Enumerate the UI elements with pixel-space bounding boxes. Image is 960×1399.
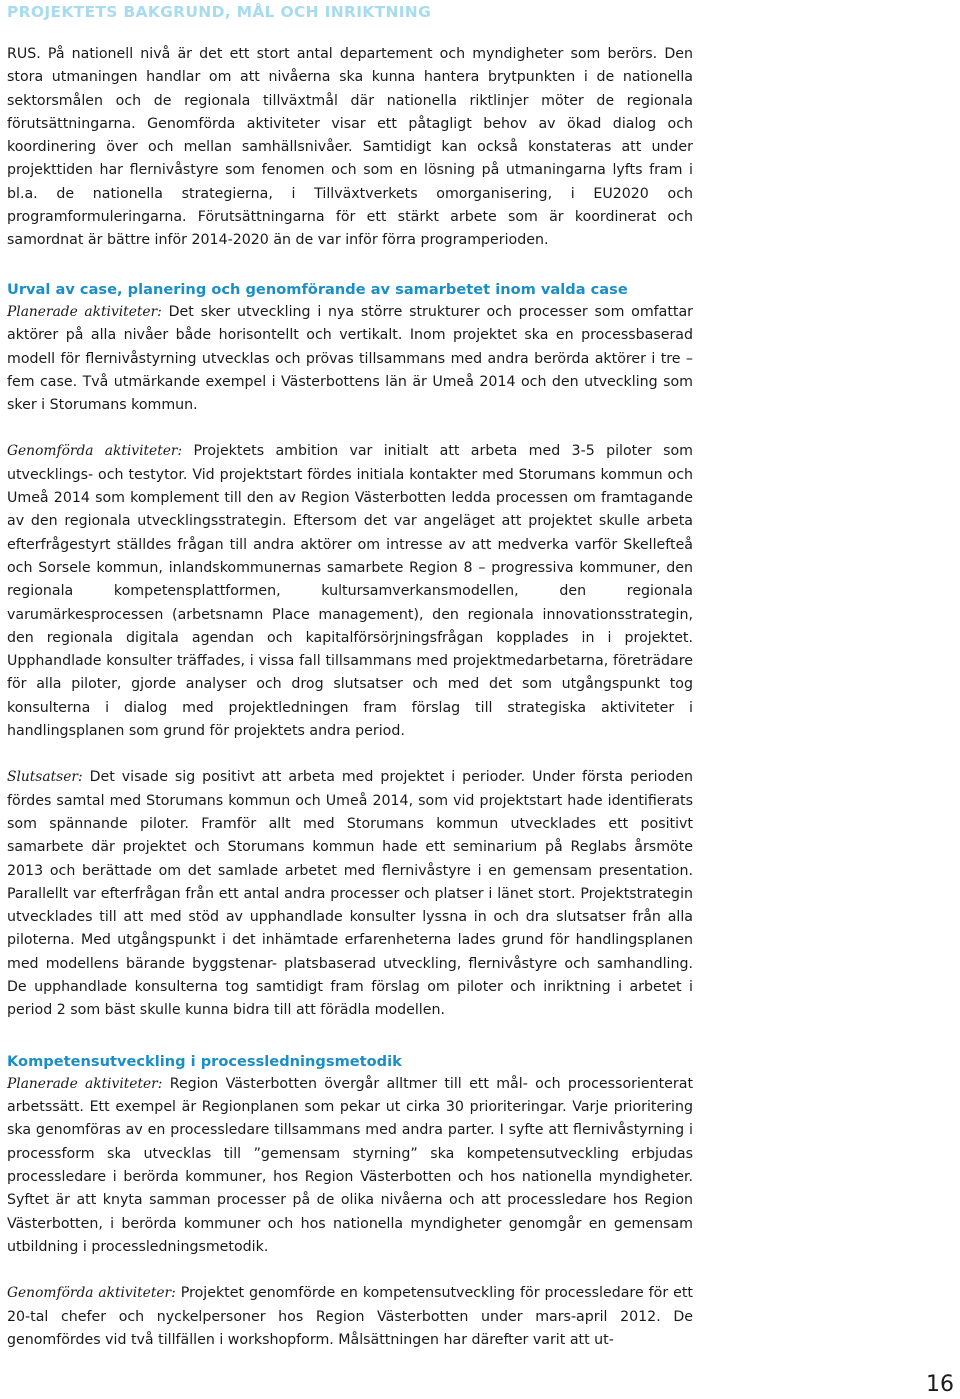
paragraph-completed-activities-2 bbox=[7, 1282, 693, 1352]
paragraph-planned-activities-2 bbox=[7, 1073, 693, 1259]
paragraph-lead: Genomförda aktiviteter: bbox=[7, 1285, 176, 1302]
page-content bbox=[7, 0, 693, 1352]
paragraph-planned-activities bbox=[7, 301, 693, 417]
paragraph-conclusions bbox=[7, 766, 693, 1022]
paragraph-body: Det sker utveckling i nya större strukturer och processer som omfattar aktörer på alla nivåer både horisontellt och vertikalt. Inom projektet ska en processbaserad modell för flernivåstyrning utvecklas och prövas tillsammans med andra berörda aktörer i tre – fem case. Två utmärkande exempel i Västerbottens län är Umeå 2014 och den utveckling som sker i Storumans kommun. bbox=[7, 303, 693, 414]
paragraph-body: Region Västerbotten övergår alltmer till ett mål- och processorienterat arbetssätt. Ett exempel är Regionplanen som pekar ut cirka 30 prioriteringar. Varje prioritering ska genomföras av en processledare tillsammans med andra parter. I syfte att flernivåstyrning i processform ska utvecklas till ”gemensam styrning” ska kompetensutveckling erbjudas processledare i berörda kommuner, hos Region Västerbotten och hos nationella myndigheter. Syftet är att knyta samman processer på de olika nivåerna och att processledare hos Region Västerbotten, i berörda kommuner och hos nationella myndigheter genomgår en gemensam utbildning i processledningsmetodik. bbox=[7, 1075, 694, 1255]
running-header: PROJEKTETS BAKGRUND, MÅL OCH INRIKTNING bbox=[7, 3, 432, 21]
paragraph-body: Projektet genomförde en kompetensutveckling för processledare för ett 20-tal chefer och nyckelpersoner hos Region Västerbotten under mars-april 2012. De genomfördes vid två tillfällen i workshopform. Målsättningen har därefter varit att ut- bbox=[7, 1285, 693, 1348]
paragraph-lead: Genomförda aktiviteter: bbox=[7, 443, 183, 460]
paragraph-body: Det visade sig positivt att arbeta med projektet i perioder. Under första perioden fördes samtal med Storumans kommun och Umeå 2014, som vid projektstart hade identifierats som spännande piloter. Framför allt med Storumans kommun utvecklades ett positivt samarbete där projektet och Storumans kommun hade ett seminarium på Reglabs årsmöte 2013 och berättade om det samlade arbetet med flernivåstyre i en gemensam presentation. Parallellt var efterfrågan från ett antal andra processer och platser i länet stort. Projektstrategin utvecklades till att med stöd av upphandlade konsulter lyssna in och dra slutsatser från alla piloterna. Med utgångspunkt i det inhämtade erfarenheterna lades grund för handlingsplanen med modellens bärande byggstenar- platsbaserad utveckling, flernivåstyre och samhandling. De upphandlade konsulterna tog samtidigt fram förslag om piloter och inriktning i arbetet i period 2 som bäst skulle kunna bidra till att förädla modellen. bbox=[7, 769, 693, 1019]
section-heading-case: Urval av case, planering och genomförande av samarbetet inom valda case bbox=[7, 280, 628, 298]
page-number: 16 bbox=[926, 1372, 954, 1397]
paragraph-lead: Slutsatser: bbox=[7, 769, 83, 786]
paragraph-body: Projektets ambition var initialt att arbeta med 3-5 piloter som utvecklings- och testytor. Vid projektstart fördes initiala kontakter med Storumans kommun och Umeå 2014 som komplement till den av Region Västerbotten ledda processen om framtagande av den regionala utvecklingsstrategin. Eftersom det var angeläget att projektet skulle arbeta efterfrågestyrt ställdes frågan till andra aktörer om intresse av att medverka varför Skellefteå och Sorsele kommun, inlandskommunernas samarbete Region 8 – progressiva kommuner, den regionala kompetensplattformen, kultursamverkansmodellen, den regionala varumärkesprocessen (arbetsnamn Place management), den regionala innovationsstrategin, den regionala digitala agendan och kapitalförsörjningsfrågan kopplades in i projektet. Upphandlade konsulter träffades, i vissa fall tillsammans med projektmedarbetarna, företrädare för alla piloter, gjorde analyser och drog slutsatser och med det som utgångspunkt tog konsulterna i dialog med projektledningen fram förslag till strategiska aktiviteter i handlingsplanen som grund för projektets andra period. bbox=[7, 443, 693, 740]
section-heading-competence: Kompetensutveckling i processledningsmetodik bbox=[7, 1052, 402, 1070]
paragraph-completed-activities bbox=[7, 440, 693, 743]
paragraph-lead: Planerade aktiviteter: bbox=[7, 303, 162, 320]
intro-paragraph: RUS. På nationell nivå är det ett stort antal departement och myndigheter som berörs. Den stora utmaningen handlar om att nivåerna ska kunna hantera brytpunkten i de nationella sektorsmålen och de regionala tillväxtmål där nationella riktlinjer möter de regionala förutsättningarna. Genomförda aktiviteter visar ett påtagligt behov av ökad dialog och koordinering över och mellan samhällsnivåer. Samtidigt kan också konstateras att under projekttiden har flernivåstyre som fenomen och som en lösning på utmaningarna lyfts fram i bl.a. de nationella strategierna, i Tillväxtverkets omorganisering, i EU2020 och programformuleringarna. Förutsättningarna för ett stärkt arbete som är koordinerat och samordnat är bättre inför 2014-2020 än de var inför förra programperioden. bbox=[7, 46, 693, 249]
paragraph-lead: Planerade aktiviteter: bbox=[7, 1075, 163, 1092]
